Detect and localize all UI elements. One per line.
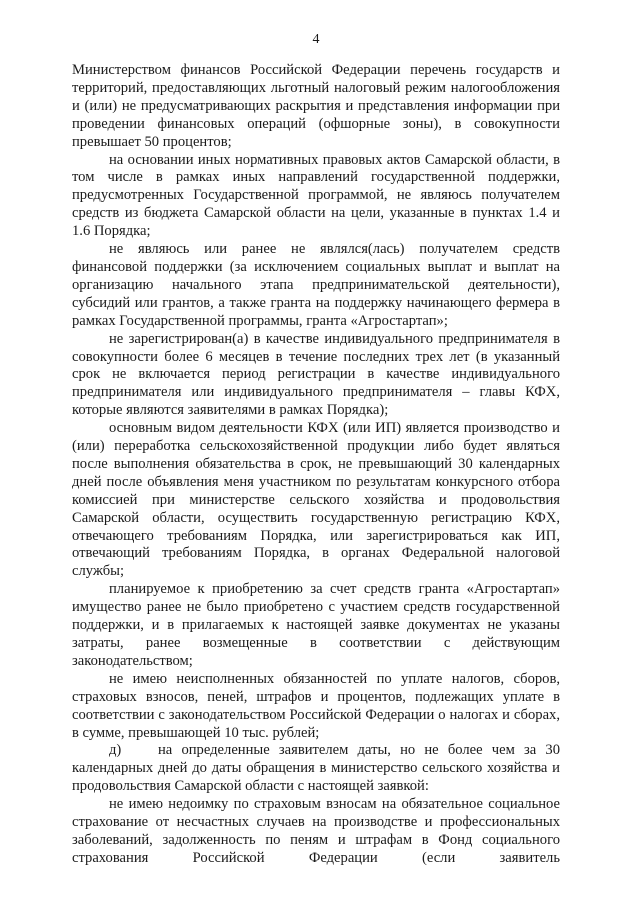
paragraph-item-d: д) на определенные заявителем даты, но не более чем за 30 календарных дней до даты обращения в министерство сельского хозяйства и продовольствия Самарской области с настоящей заявкой: bbox=[72, 742, 564, 795]
paragraph-planned-property: планируемое к приобретению за счет средств гранта «Агростартап» имущество ранее не было приобретено с участием средств государственной поддержки, и в прилагаемых к настоящей заявке документах не указаны затраты, ранее возмещенные в соответствии с действующим законодательством; bbox=[72, 581, 560, 669]
paragraph-no-arrears: не имею недоимку по страховым взносам на обязательное социальное страхование от несчастных случаев на производстве и профессиональных заболеваний, задолженность по пеням и штрафам в Фонд социального страхования Российской Федерации (если заявитель bbox=[72, 796, 560, 866]
paragraph-no-tax-obligations: не имею неисполненных обязанностей по уплате налогов, сборов, страховых взносов, пеней, штрафов и процентов, подлежащих уплате в соответствии с законодательством Российской Федерации о налогах и сборах, в сумме, превышающей 10 тыс. рублей; bbox=[72, 670, 560, 741]
paragraph-not-recipient-support: не являюсь или ранее не являлся(лась) получателем средств финансовой поддержки (за исключением социальных выплат и выплат на организацию начального этапа предпринимательской деятельности), субсидий или грантов, а также гранта на поддержку начинающего фермера в рамках Государственной программы, гранта «Агростартап»; bbox=[72, 241, 560, 329]
paragraph-offshore-continuation: Министерством финансов Российской Федерации перечень государств и территорий, предоставляющих льготный налоговый режим налогообложения и (или) не предусматривающих раскрытия и представления информации при проведении финансовых операций (офшорные зоны), в совокупности превышает 50 процентов; bbox=[72, 62, 560, 150]
page-number: 4 bbox=[312, 32, 320, 47]
paragraph-not-recipient-samara: на основании иных нормативных правовых актов Самарской области, в том числе в рамках иных направлений государственной поддержки, предусмотренных Государственной программой, не являюсь получателем средств из бюджета Самарской области на цели, указанные в пунктах 1.4 и 1.6 Порядка; bbox=[72, 151, 560, 240]
document-body bbox=[72, 62, 564, 868]
paragraph-main-activity: основным видом деятельности КФХ (или ИП) является производство и (или) переработка сельскохозяйственной продукции либо будет являться после выполнения обязательства в срок, не превышающий 30 календарных дней после объявления меня участником по результатам конкурсного отбора комиссией при министерстве сельского хозяйства и продовольствия Самарской области, осуществить государственную регистрацию КФХ, отвечающего требованиям Порядка, или зарегистрироваться как ИП, отвечающий требованиям Порядка, в органах Федеральной налоговой службы; bbox=[72, 420, 560, 580]
paragraph-not-registered-ip: не зарегистрирован(а) в качестве индивидуального предпринимателя в совокупности более 6 месяцев в течение последних трех лет (в указанный срок не включается период регистрации в качестве индивидуального предпринимателя или индивидуального предпринимателя – главы КФХ, которые являются заявителями в рамках Порядка); bbox=[72, 330, 560, 419]
